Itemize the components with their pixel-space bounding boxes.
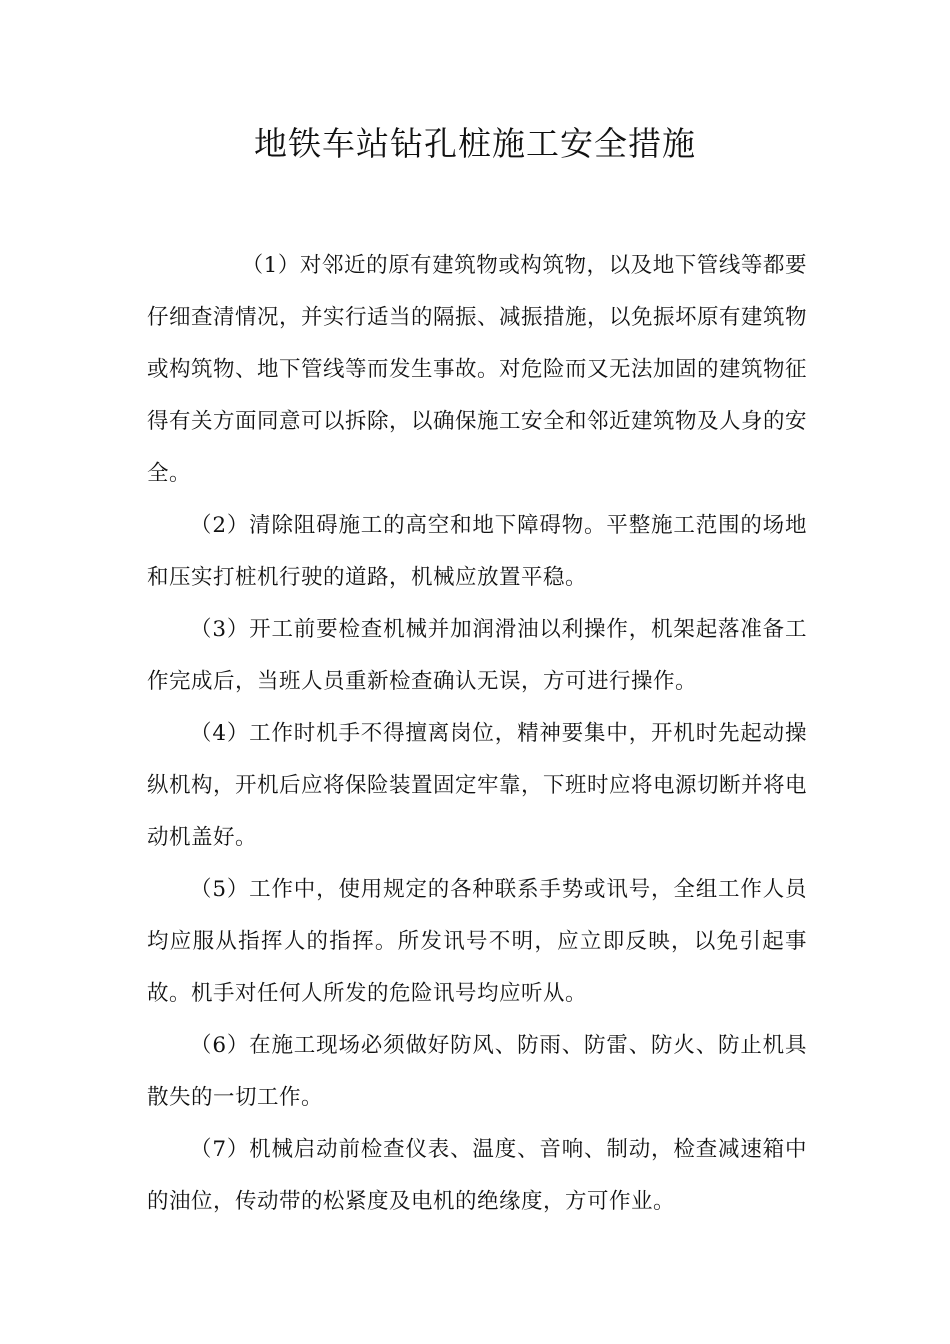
document-body bbox=[147, 240, 807, 1228]
paragraph-4: （4）工作时机手不得擅离岗位，精神要集中，开机时先起动操纵机构，开机后应将保险装置固定牢靠，下班时应将电源切断并将电动机盖好。 bbox=[147, 721, 808, 850]
document-title: 地铁车站钻孔桩施工安全措施 bbox=[254, 124, 696, 163]
paragraph-2: （2）清除阻碍施工的高空和地下障碍物。平整施工范围的场地和压实打桩机行驶的道路，机械应放置平稳。 bbox=[147, 513, 807, 590]
paragraph-1: （1）对邻近的原有建筑物或构筑物，以及地下管线等都要仔细查清情况，并实行适当的隔振、减振措施，以免振坏原有建筑物或构筑物、地下管线等而发生事故。对危险而又无法加固的建筑物征得有关方面同意可以拆除，以确保施工安全和邻近建筑物及人身的安全。 bbox=[147, 253, 808, 486]
paragraph-6: （6）在施工现场必须做好防风、防雨、防雷、防火、防止机具散失的一切工作。 bbox=[147, 1033, 807, 1110]
paragraph-5: （5）工作中，使用规定的各种联系手势或讯号，全组工作人员均应服从指挥人的指挥。所发讯号不明，应立即反映，以免引起事故。机手对任何人所发的危险讯号均应听从。 bbox=[147, 877, 807, 1006]
paragraph-3: （3）开工前要检查机械并加润滑油以利操作，机架起落准备工作完成后，当班人员重新检查确认无误，方可进行操作。 bbox=[147, 617, 807, 694]
paragraph-7: （7）机械启动前检查仪表、温度、音响、制动，检查减速箱中的油位，传动带的松紧度及电机的绝缘度，方可作业。 bbox=[147, 1137, 807, 1214]
